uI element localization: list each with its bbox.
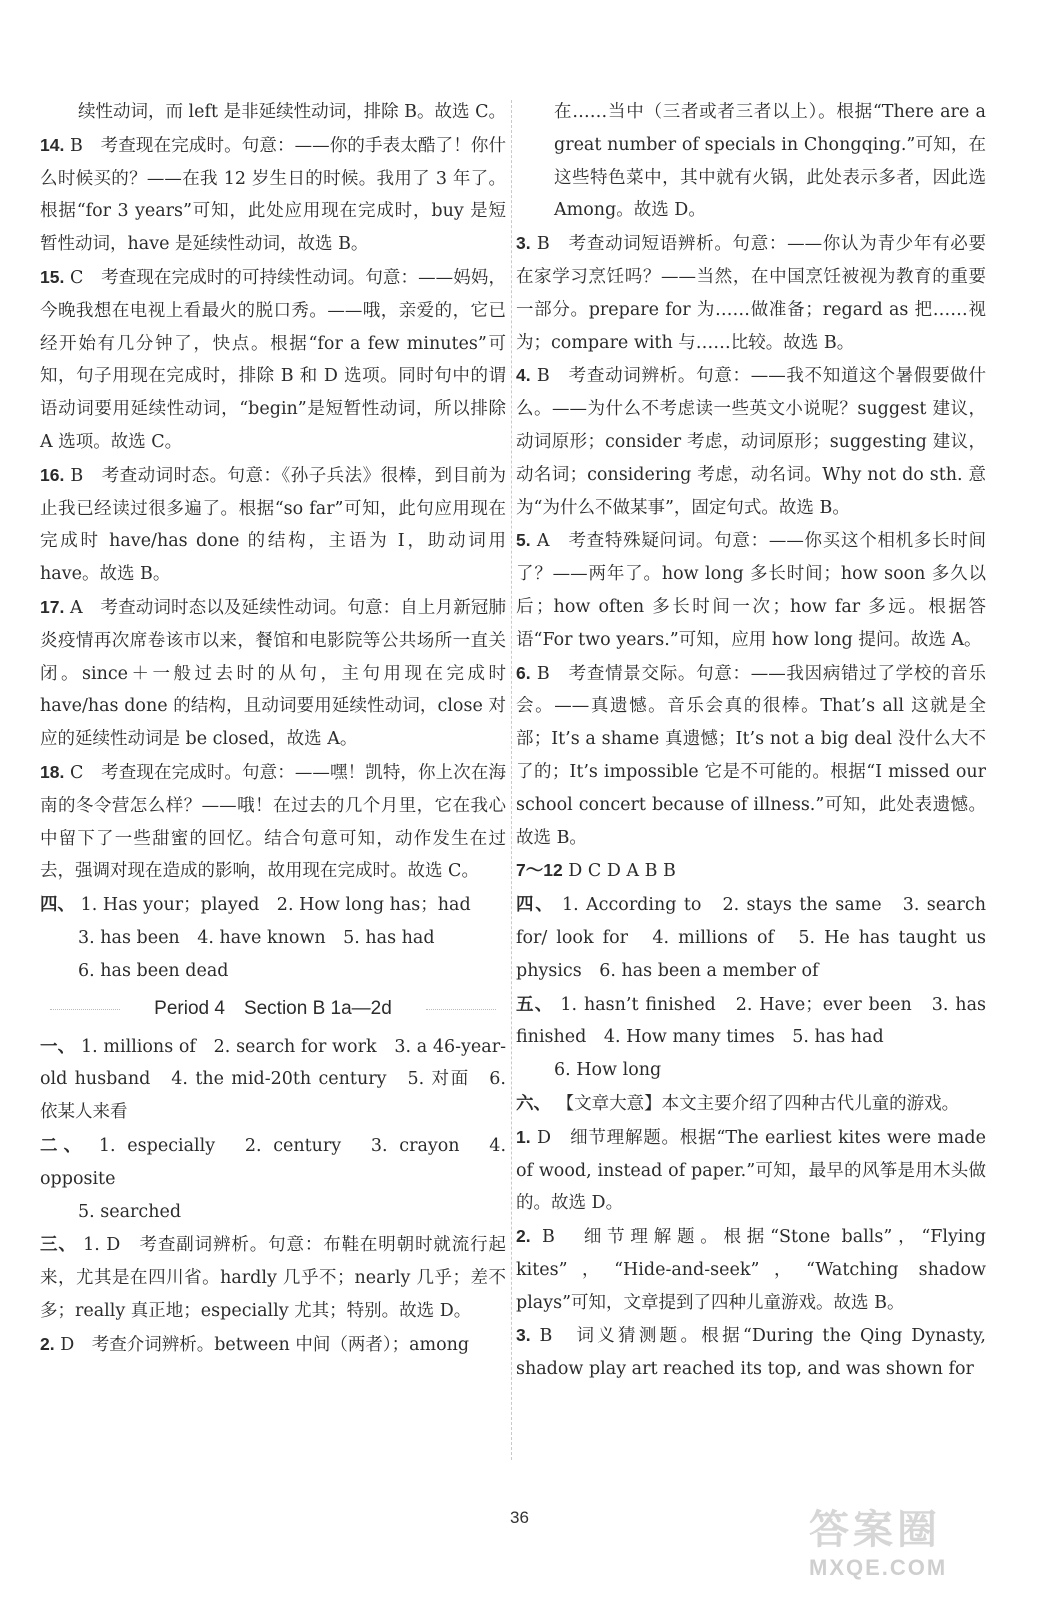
watermark-url: MXQE.COM (809, 1555, 948, 1580)
item-number: 2. (40, 1333, 55, 1354)
item-number: 3. (516, 233, 531, 254)
answer-item (516, 657, 986, 855)
item-number: 4. (516, 365, 531, 386)
item-text: 1. According to 2. stays the same 3. search for/ look for 4. millions of 5. He has taught us physics 6. has been a member of (516, 895, 986, 981)
item-number: 14. (40, 134, 65, 155)
item-number: 17. (40, 596, 65, 617)
answer-item (40, 888, 506, 922)
item-text: B 考查动词辨析。句意：——我不知道这个暑假要做什么。——为什么不考虑读一些英文小说呢？suggest 建议，动词原形；consider 考虑，动词原形；suggesting 建议，动名词；considering 考虑，动名词。Why not do sth. 意为“为什么不做某事”，固定句式。故选 B。 (516, 366, 986, 518)
item-text: D C D A B B (568, 861, 676, 882)
item-number: 15. (40, 266, 65, 287)
item-number: 四、 (516, 894, 555, 915)
item-text: B 细节理解题。根据“Stone balls”，“Flying kites”，“Hide-and-seek”，“Watching shadow plays”可知，文章提到了四种儿童游戏。故选 B。 (516, 1227, 986, 1313)
item-text: C 考查现在完成时的可持续性动词。句意：——妈妈，今晚我想在电视上看最火的脱口秀。——哦，亲爱的，它已经开始有几分钟了，快点。根据“for a few minutes”可知，句子用现在完成时，排除 B 和 D 选项。同时句中的谓语动词要用延续性动词，“begin”是短暂性动词，所以排除 A 选项。故选 C。 (40, 267, 506, 452)
item-text: A 考查动词时态以及延续性动词。句意：自上月新冠肺炎疫情再次席卷该市以来，餐馆和电影院等公共场所一直关闭。since＋一般过去时的从句，主句用现在完成时 have/has done 的结构，且动词要用延续性动词，close 对应的延续性动词是 be closed，故选 A。 (40, 597, 506, 750)
item-text: A 考查特殊疑问词。句意：——你买这个相机多长时间了？——两年了。how long 多长时间；how soon 多久以后；how often 多长时间一次；how far 多远。根据答语“For two years.”可知，应用 how long 提问。故选 A。 (516, 531, 986, 650)
answer-item (516, 854, 986, 888)
item-text: 5. searched (78, 1201, 182, 1222)
answer-item (516, 96, 986, 227)
item-text: 6. has been dead (78, 960, 229, 981)
item-number: 7～12 (516, 860, 563, 881)
answer-item (516, 888, 986, 987)
answer-item (516, 988, 986, 1055)
item-number: 三、 (40, 1234, 77, 1255)
right-column (516, 96, 986, 1386)
item-text: D 细节理解题。根据“The earliest kites were made of wood, instead of paper.”可知，最早的风筝是用木头做的。故选 D。 (516, 1127, 986, 1214)
item-text: B 考查情景交际。句意：——我因病错过了学校的音乐会。——真遗憾。音乐会真的很棒。That’s all 这就是全部；It’s a shame 真遗憾；It’s not a big deal 没什么大不了的；It’s impossible 它是不可能的。根据“I missed our school concert because of illness.”可知，此处表遗憾。故选 B。 (516, 663, 986, 848)
item-number: 2. (516, 1226, 531, 1247)
item-number: 18. (40, 761, 65, 782)
answer-item (40, 1030, 506, 1129)
answer-item (516, 227, 986, 359)
item-number: 16. (40, 464, 65, 485)
answer-item (40, 591, 506, 756)
answer-item (40, 756, 506, 888)
answer-item (516, 359, 986, 524)
watermark-title: 答案圈 (809, 1508, 941, 1552)
item-number: 5. (516, 530, 531, 551)
section-heading: Period 4 Section B 1a—2d (40, 994, 506, 1024)
answer-item (40, 1129, 506, 1196)
answer-item (40, 96, 506, 129)
answer-item (40, 1228, 506, 1327)
answer-item (516, 524, 986, 656)
item-text: 1. Has your；played 2. How long has；had (80, 895, 471, 916)
item-text: B 考查动词时态。句意：《孙子兵法》很棒，到目前为止我已经读过很多遍了。根据“so far”可知，此句应用现在完成时 have/has done 的结构，主语为 I，助动词用 have。故选 B。 (40, 465, 506, 585)
answer-item (40, 1196, 506, 1229)
item-number: 五、 (516, 993, 554, 1014)
answer-item (516, 1220, 986, 1319)
item-text: 3. has been 4. have known 5. has had (78, 927, 435, 948)
item-text: 1. D 考查副词辨析。句意：布鞋在明朝时就流行起来，尤其是在四川省。hardly 几乎不；nearly 几乎；差不多；really 真正地；especially 尤其；特别。故选 D。 (40, 1235, 506, 1321)
item-text: 1. especially 2. century 3. crayon 4. opposite (40, 1135, 507, 1189)
answer-item (516, 1121, 986, 1220)
answer-item (40, 1328, 506, 1362)
item-number: 3. (516, 1325, 531, 1346)
answer-item (516, 1054, 986, 1087)
item-number: 6. (516, 662, 531, 683)
item-text: 1. hasn’t finished 2. Have；ever been 3. has finished 4. How many times 5. has had (516, 994, 986, 1048)
item-text: 6. How long (554, 1060, 662, 1081)
answer-item (516, 1319, 986, 1386)
column-divider (511, 100, 512, 1460)
left-column (40, 96, 506, 1361)
item-text: D 考查介词辨析。between 中间（两者）；among (60, 1334, 470, 1355)
item-text: 1. millions of 2. search for work 3. a 46-year-old husband 4. the mid-20th century 5. 对面 6. 依某人来看 (40, 1036, 506, 1123)
answer-item (40, 129, 506, 261)
answer-item (40, 459, 506, 591)
item-number: 六、 (516, 1092, 551, 1113)
item-text: B 考查现在完成时。句意：——你的手表太酷了！你什么时候买的？——在我 12 岁生日的时候。我用了 3 年了。根据“for 3 years”可知，此处应用现在完成时，buy 是短暂性动词，have 是延续性动词，故选 B。 (40, 135, 506, 255)
answer-item (40, 922, 506, 955)
item-text: 续性动词，而 left 是非延续性动词，排除 B。故选 C。 (78, 102, 506, 122)
item-text: B 考查动词短语辨析。句意：——你认为青少年有必要在家学习烹饪吗？——当然，在中国烹饪被视为教育的重要一部分。prepare for 为……做准备；regard as 把……视为；compare with 与……比较。故选 B。 (516, 234, 986, 353)
watermark-logo (809, 1498, 1009, 1578)
item-number: 一、 (40, 1035, 76, 1056)
page-number: 36 (510, 1508, 529, 1527)
item-number: 四、 (40, 894, 75, 915)
answer-item (40, 261, 506, 459)
answer-item (516, 1087, 986, 1121)
item-text: 【文章大意】本文主要介绍了四种古代儿童的游戏。 (556, 1093, 960, 1114)
item-text: B 词义猜测题。根据“During the Qing Dynasty, shadow play art reached its top, and was shown for (516, 1326, 986, 1380)
item-number: 二、 (40, 1134, 88, 1155)
item-text: C 考查现在完成时。句意：——嘿！凯特，你上次在海南的冬令营怎么样？——哦！在过去的几个月里，它在我心中留下了一些甜蜜的回忆。结合句意可知，动作发生在过去，强调对现在造成的影响，故用现在完成时。故选 C。 (40, 762, 506, 882)
item-number: 1. (516, 1126, 531, 1147)
answer-item (40, 955, 506, 988)
item-text: 在……当中（三者或者三者以上）。根据“There are a great number of specials in Chongqing.”可知，在这些特色菜中，其中就有火锅，此处表示多者，因此选 Among。故选 D。 (554, 102, 986, 221)
